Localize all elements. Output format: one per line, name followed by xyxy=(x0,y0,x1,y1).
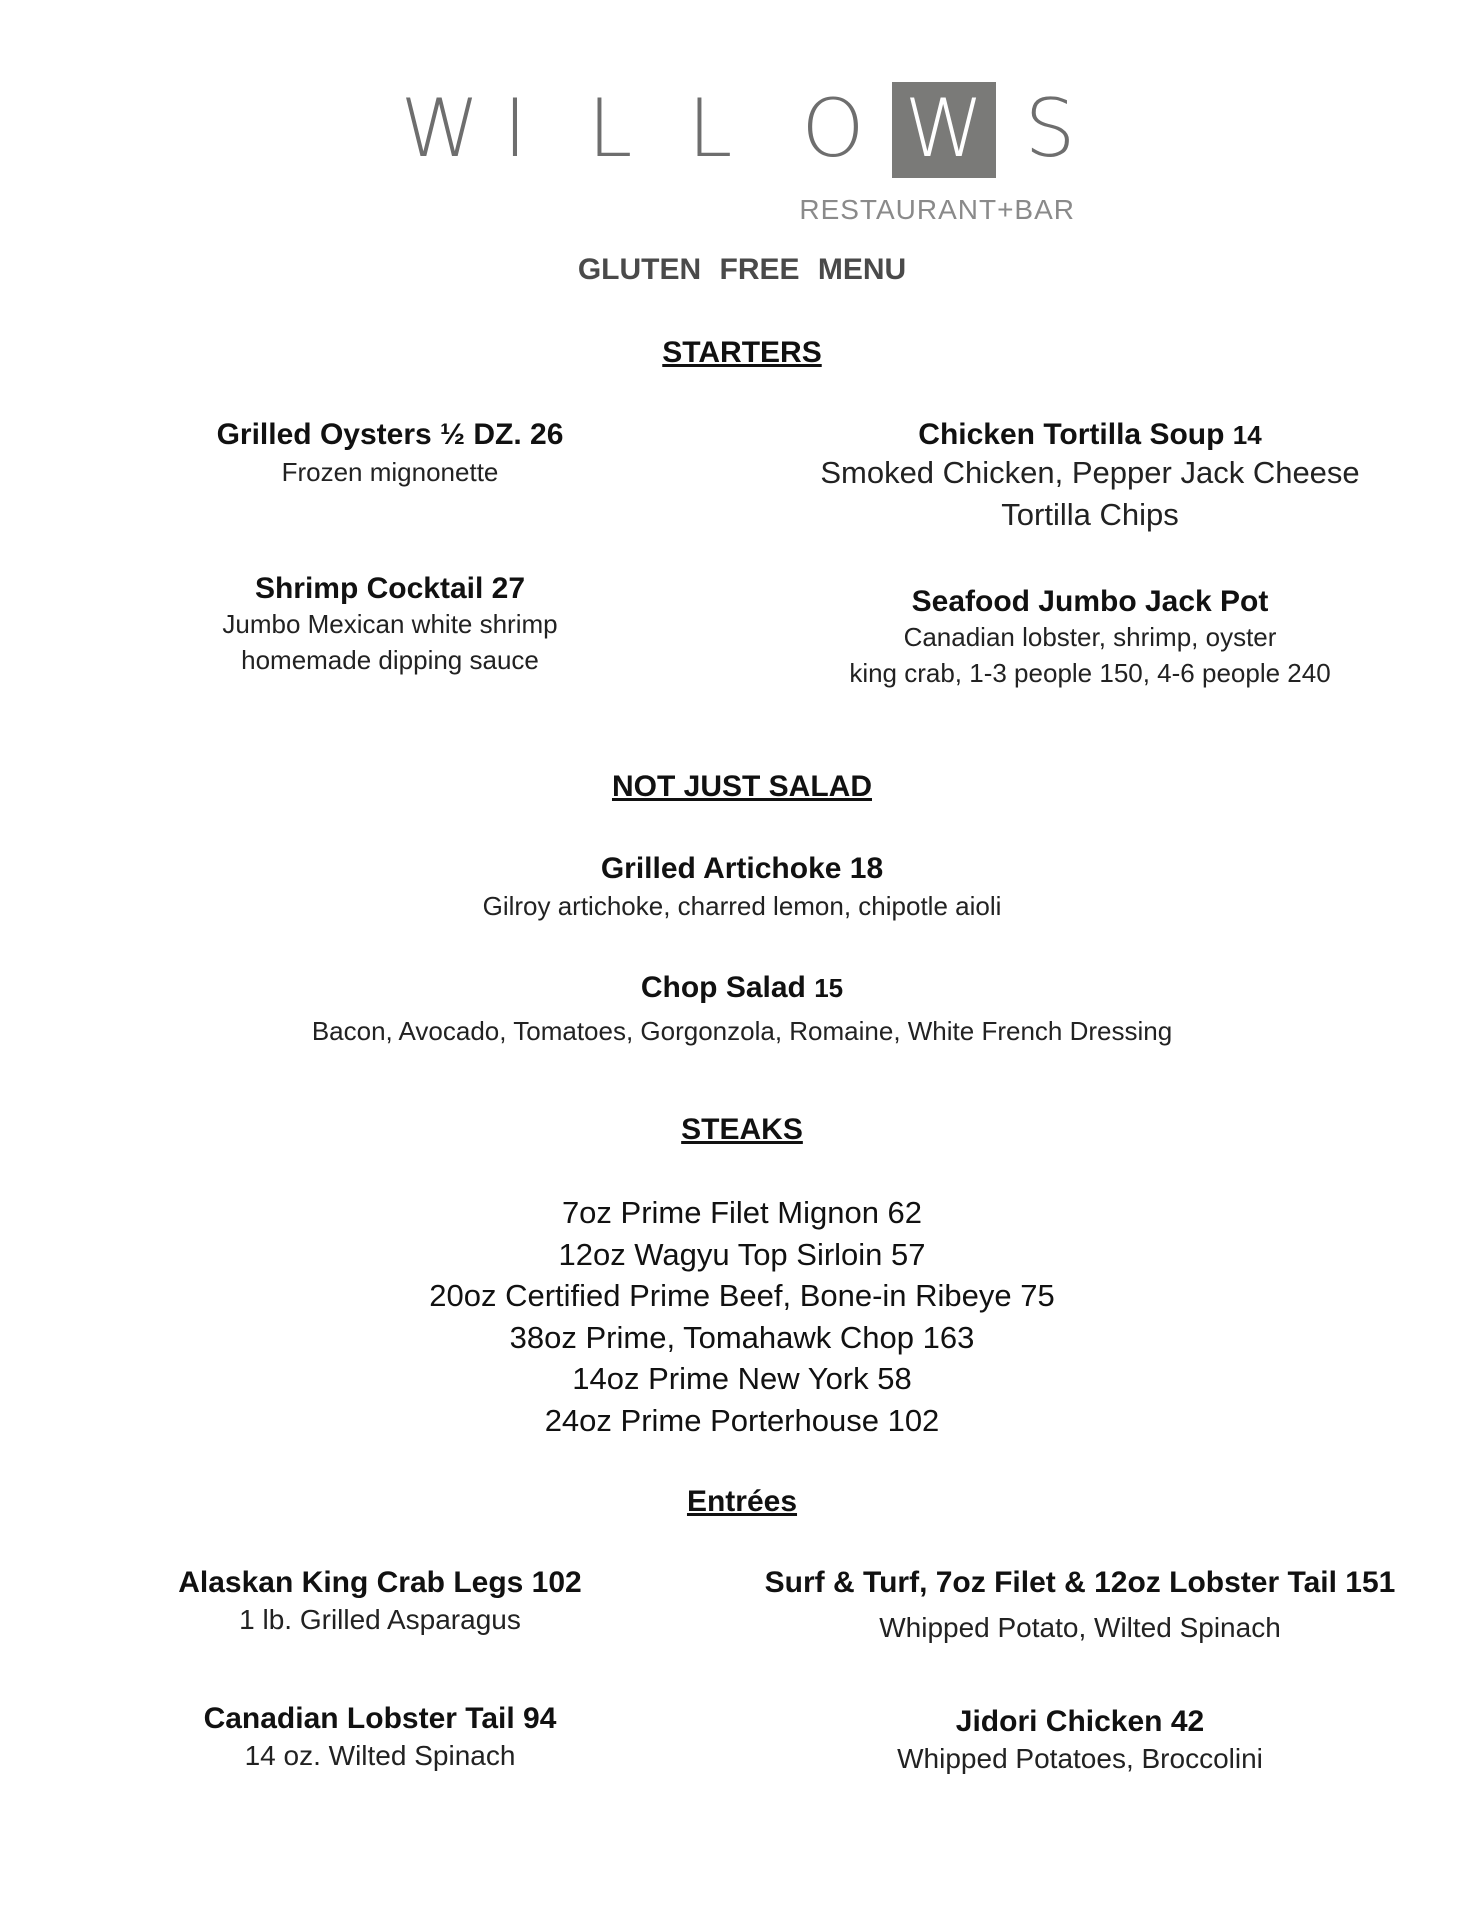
item-name: Grilled Oysters ½ DZ. 26 xyxy=(216,418,564,451)
steak-item: 38oz Prime, Tomahawk Chop 163 xyxy=(509,1319,975,1355)
item-name: Alaskan King Crab Legs 102 xyxy=(178,1566,582,1599)
item-name xyxy=(780,418,1400,452)
section-heading-starters: STARTERS xyxy=(662,336,822,369)
logo-highlight-box xyxy=(892,82,996,178)
item-name: Canadian Lobster Tail 94 xyxy=(203,1702,557,1735)
menu-item-jidori-chicken xyxy=(760,1705,1400,1777)
item-price: 14 xyxy=(1232,420,1262,450)
logo-letter-w: W xyxy=(400,82,480,175)
item-description: Smoked Chicken, Pepper Jack Cheese xyxy=(820,455,1360,490)
menu-item-grilled-oysters xyxy=(80,418,700,490)
logo-letter-s: S xyxy=(1024,82,1076,175)
item-name xyxy=(0,971,1484,1005)
logo-letter-o: O xyxy=(801,82,865,175)
steak-item: 14oz Prime New York 58 xyxy=(572,1361,912,1396)
restaurant-logo xyxy=(395,84,1095,174)
steaks-list xyxy=(0,1192,1484,1441)
menu-item-canadian-lobster-tail xyxy=(70,1702,690,1774)
item-description: 14 oz. Wilted Spinach xyxy=(244,1740,516,1771)
item-description: 1 lb. Grilled Asparagus xyxy=(239,1604,521,1635)
item-price: 15 xyxy=(814,973,844,1003)
item-name: Surf & Turf, 7oz Filet & 12oz Lobster Tail 151 xyxy=(764,1566,1396,1599)
menu-item-alaskan-king-crab xyxy=(70,1566,690,1638)
menu-item-seafood-jumbo-jack-pot xyxy=(780,585,1400,691)
logo-letter-w2: W xyxy=(904,82,984,175)
item-name-text: Chicken Tortilla Soup xyxy=(918,418,1225,451)
logo-letter-l2: L xyxy=(687,82,733,175)
item-description: homemade dipping sauce xyxy=(241,645,539,675)
item-description: king crab, 1-3 people 150, 4-6 people 240 xyxy=(849,658,1331,688)
item-description: Tortilla Chips xyxy=(1001,497,1179,532)
item-description: Gilroy artichoke, charred lemon, chipotle aioli xyxy=(482,891,1002,921)
steak-item: 7oz Prime Filet Mignon 62 xyxy=(561,1195,923,1230)
menu-item-grilled-artichoke xyxy=(0,852,1484,924)
item-description: Jumbo Mexican white shrimp xyxy=(222,609,558,639)
logo-subtitle: RESTAURANT+BAR xyxy=(799,194,1075,225)
item-name: Shrimp Cocktail 27 xyxy=(254,572,526,605)
section-heading-steaks: STEAKS xyxy=(681,1113,803,1146)
item-name: Seafood Jumbo Jack Pot xyxy=(911,585,1269,618)
logo-letter-i: I xyxy=(503,82,527,175)
menu-item-surf-and-turf xyxy=(730,1566,1430,1646)
item-description: Whipped Potatoes, Broccolini xyxy=(897,1743,1263,1774)
menu-item-chicken-tortilla-soup xyxy=(780,418,1400,536)
item-description: Canadian lobster, shrimp, oyster xyxy=(903,622,1277,652)
section-heading-entrees: Entrées xyxy=(686,1485,798,1518)
logo-letter-l1: L xyxy=(587,82,633,175)
item-name: Jidori Chicken 42 xyxy=(955,1705,1205,1738)
item-name: Grilled Artichoke 18 xyxy=(600,852,884,885)
item-description: Bacon, Avocado, Tomatoes, Gorgonzola, Romaine, White French Dressing xyxy=(311,1016,1173,1046)
item-name-text: Chop Salad xyxy=(640,971,806,1004)
item-description: Whipped Potato, Wilted Spinach xyxy=(879,1612,1281,1643)
steak-item: 20oz Certified Prime Beef, Bone-in Ribeye 75 xyxy=(429,1278,1055,1313)
item-description: Frozen mignonette xyxy=(281,457,499,487)
menu-item-shrimp-cocktail xyxy=(80,572,700,678)
menu-item-chop-salad xyxy=(0,971,1484,1049)
steak-item: 12oz Wagyu Top Sirloin 57 xyxy=(558,1236,926,1272)
section-heading-not-just-salad: NOT JUST SALAD xyxy=(611,770,872,803)
menu-title: GLUTEN FREE MENU xyxy=(577,253,907,286)
steak-item: 24oz Prime Porterhouse 102 xyxy=(544,1402,940,1438)
